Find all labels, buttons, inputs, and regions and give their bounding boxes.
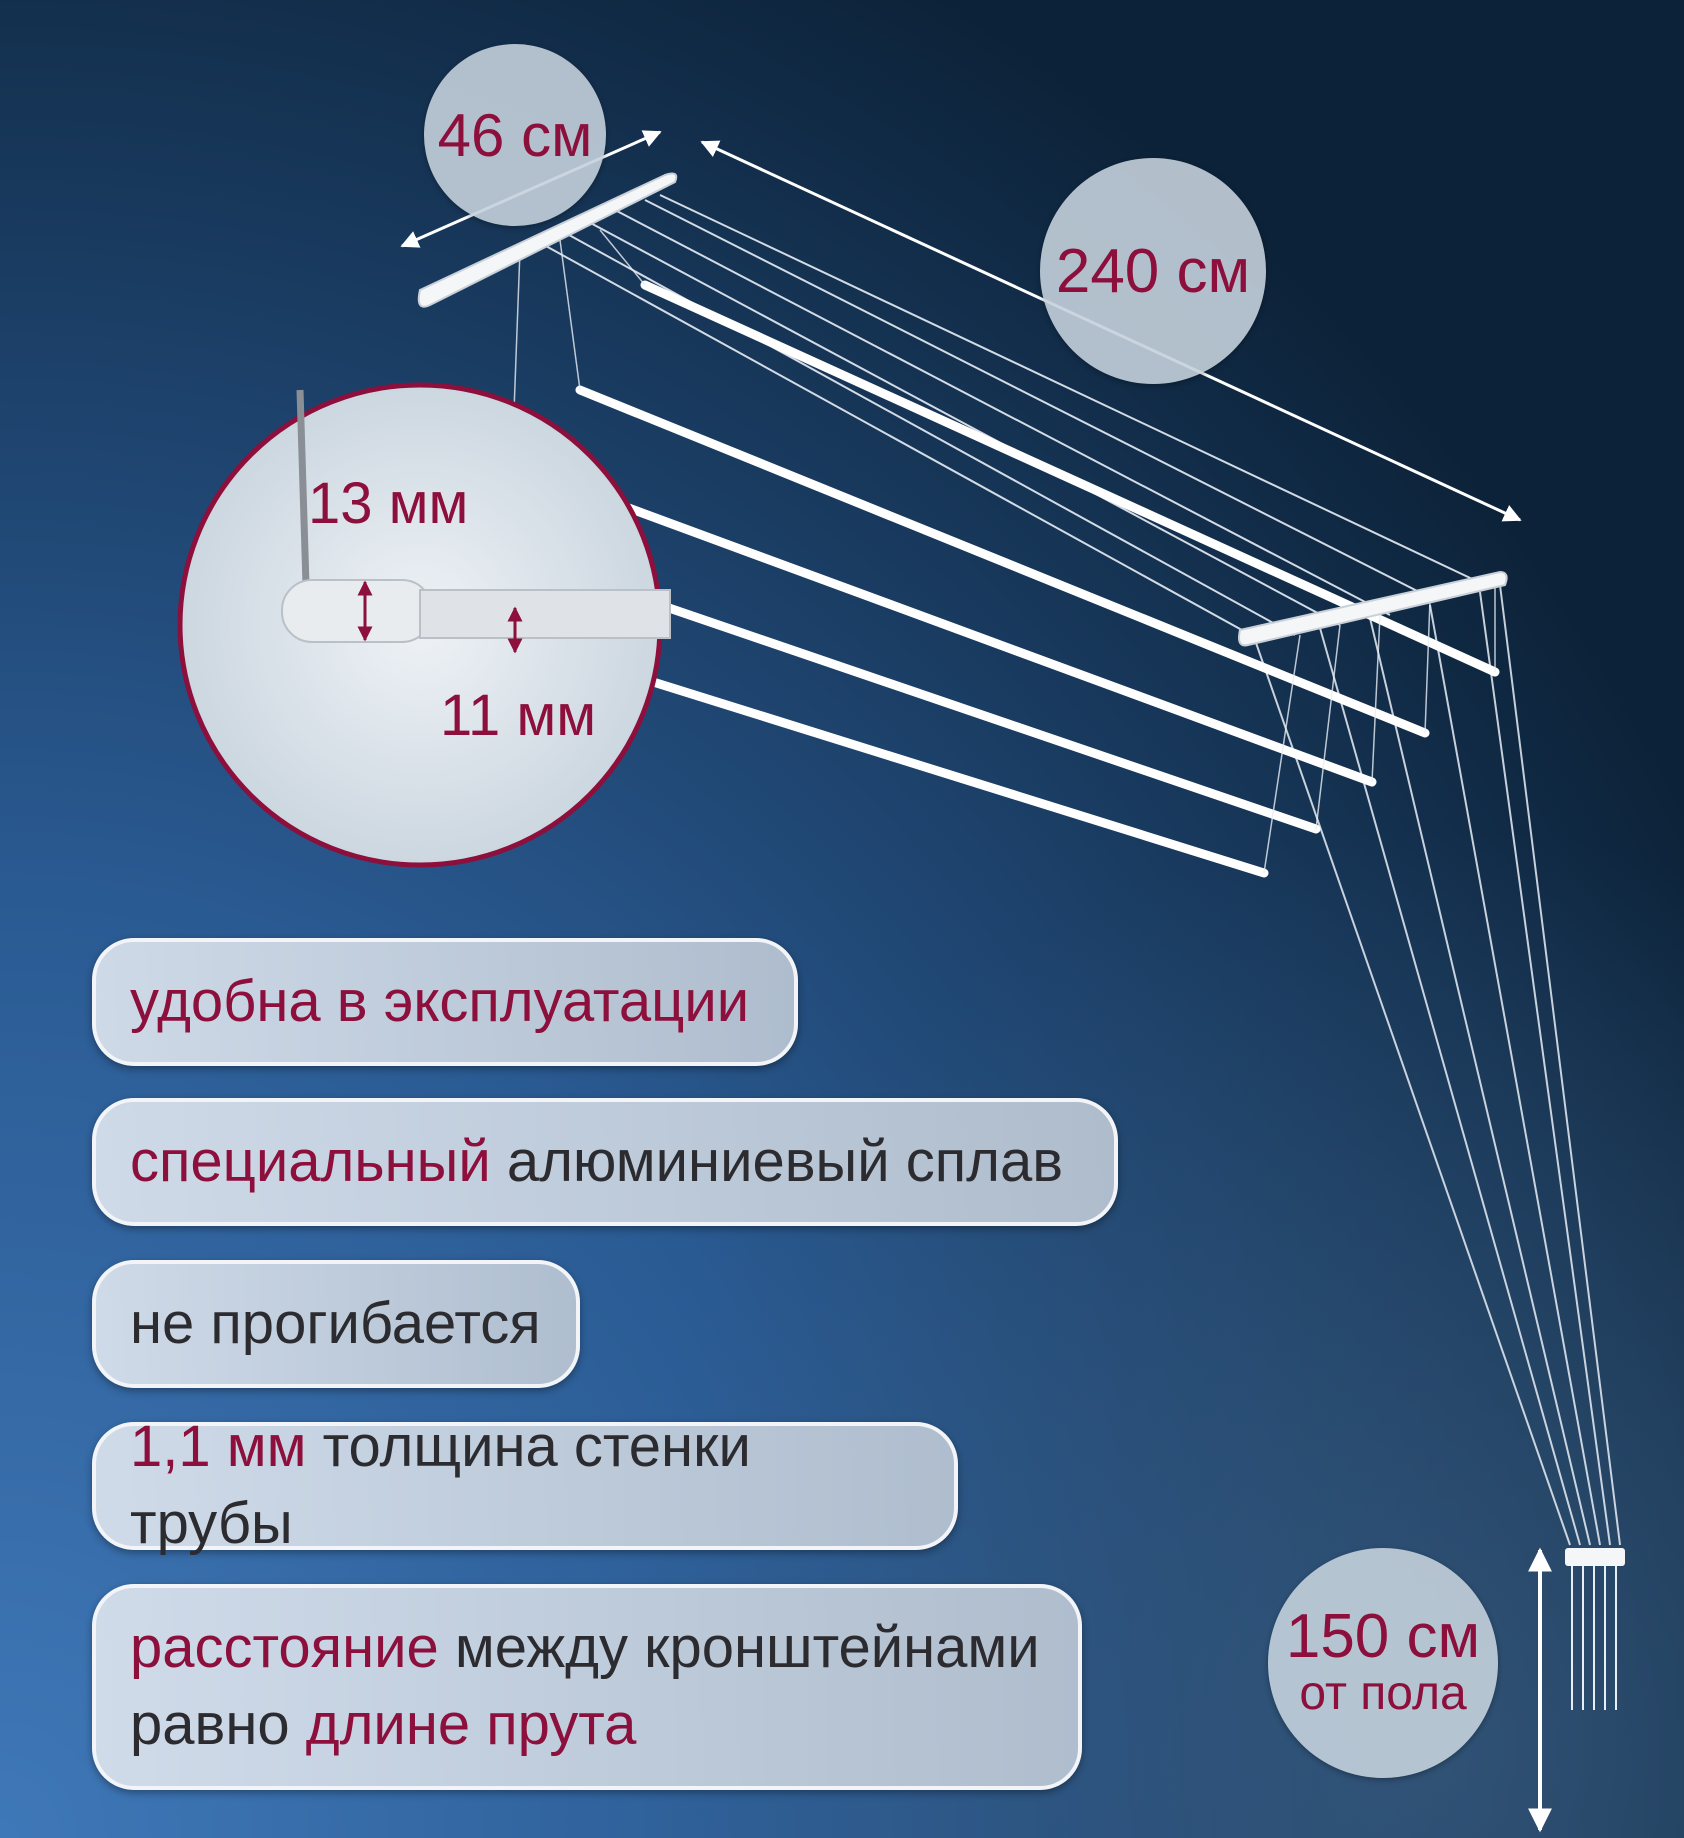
- feature-accent: 1,1 мм: [130, 1414, 307, 1480]
- width-label: 46 см: [437, 101, 593, 169]
- length-label: 240 см: [1055, 236, 1251, 306]
- height-label: 150 см: [1285, 1601, 1481, 1671]
- feature-pill-2: [92, 1098, 1118, 1226]
- feature-accent: специальный: [130, 1128, 491, 1194]
- outer-diameter-label: 13 мм: [308, 471, 469, 536]
- feature-pill-1: [92, 938, 798, 1066]
- feature-pill-3: [92, 1260, 580, 1388]
- feature-pill-4: [92, 1414, 958, 1556]
- width-badge: [424, 44, 606, 226]
- height-badge: [1268, 1548, 1498, 1778]
- feature-accent: расстояние: [130, 1615, 439, 1681]
- feature-accent-2: длине прута: [305, 1692, 637, 1757]
- height-note: от пола: [1299, 1666, 1467, 1720]
- length-badge: [1040, 158, 1266, 384]
- feature-text-2: равно: [130, 1692, 306, 1757]
- feature-accent: удобна в эксплуатации: [130, 968, 750, 1034]
- feature-text: между кронштейнами: [438, 1615, 1040, 1681]
- inner-diameter-label: 11 мм: [440, 683, 597, 748]
- feature-text: алюминиевый сплав: [490, 1128, 1064, 1194]
- feature-pill-5: [92, 1584, 1082, 1790]
- feature-text: толщина стенки трубы: [130, 1414, 751, 1556]
- feature-text: не прогибается: [130, 1290, 541, 1356]
